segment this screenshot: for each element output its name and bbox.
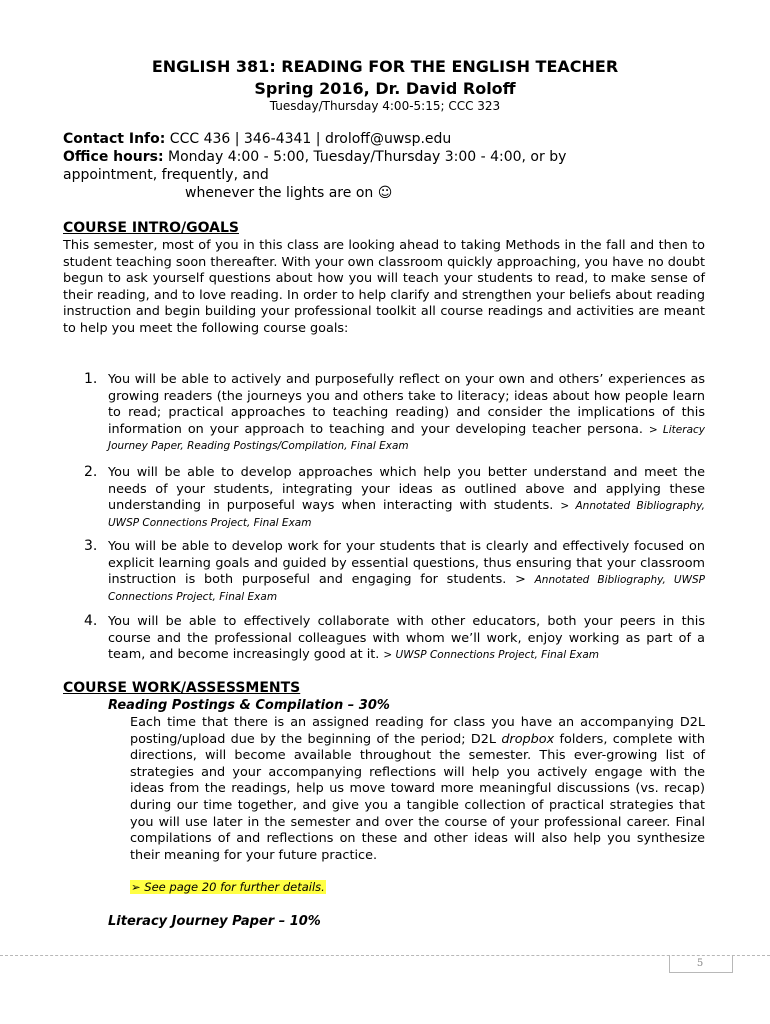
bullet-glyph (86, 699, 90, 713)
intro-paragraph: This semester, most of you in this class are looking ahead to taking Methods in the fall and then to student teaching soon thereafter. With your own classroom quickly approaching, you have no doubt begun to ask yourself questions about how you will teach your students to read, to make sense of their reading, and to love reading. In order to help clarify and strengthen your beliefs about reading instruction and begin building your professional toolkit all course readings and activities are meant to help you meet the following course goals: (63, 238, 705, 336)
office-hours (63, 149, 566, 165)
goal-number: 4. (84, 613, 98, 629)
contact-label: Contact Info: (63, 131, 166, 147)
assignment-title: Literacy Journey Paper – 10% (108, 914, 321, 929)
assignment-description (130, 715, 705, 864)
goal-number: 2. (84, 464, 98, 480)
goal-item (108, 465, 705, 531)
goal-item (108, 372, 705, 455)
goal-text: You will be able to effectively collaborate with other educators, both your peers in this course and the professional colleagues with whom we’ll work, enjoy working as part of a team, and become increasingly good at it. (108, 614, 705, 663)
goal-text: You will be able to develop work for your students that is clearly and effectively focused on explicit learning goals and guided by essential questions, thus ensuring that your classroom instruction is both purposeful and engaging for students. > (108, 539, 705, 588)
goal-number: 1. (84, 371, 98, 387)
office-hours-value: Monday 4:00 - 5:00, Tuesday/Thursday 3:00 - 4:00, or by (163, 149, 567, 165)
contact-value: CCC 436 | 346-4341 | droloff@uwsp.edu (165, 131, 452, 147)
page-number: 5 (696, 958, 704, 969)
office-hours-line2: appointment, frequently, and (63, 167, 269, 183)
course-title: ENGLISH 381: READING FOR THE ENGLISH TEACHER (151, 57, 619, 76)
coursework-heading: COURSE WORK/ASSESSMENTS (63, 680, 301, 696)
assignment-text-emphasis: dropbox (501, 731, 555, 747)
assignment-title: Reading Postings & Compilation – 30% (108, 698, 390, 713)
assignment-text: Each time that there is an assigned reading for class you have an accompanying D2L posting/upload due by the beginning of the period; D2L (130, 715, 705, 747)
goal-assessment-ref: Annotated Bibliography, UWSP Connections Project, Final Exam (108, 574, 705, 603)
bullet-glyph (86, 915, 90, 929)
goal-assessment-ref: > Literacy Journey Paper, Reading Postings/Compilation, Final Exam (108, 423, 705, 453)
course-schedule: Tuesday/Thursday 4:00-5:15; CCC 323 (269, 99, 501, 113)
goal-assessment-ref: > UWSP Connections Project, Final Exam (383, 649, 599, 662)
office-hours-label: Office hours: (63, 149, 164, 165)
footer-divider (0, 955, 770, 956)
goal-number: 3. (84, 538, 98, 554)
office-hours-line3: whenever the lights are on ☺ (185, 185, 393, 201)
course-subtitle: Spring 2016, Dr. David Roloff (254, 79, 516, 98)
assignment-text: folders, complete with directions, will become available throughout the semester. This ever-growing list of strategies and your accompanying reflections will help you actively engage with the ideas from the readings, help us move toward more meaningful discussions (vs. recap) during our time together, and give you a tangible collection of practical strategies that you will use later in the semester and over the course of your professional career. Final compilations of and reflections on these and other ideas will also help you synthesize their meaning for your future practice. (130, 731, 705, 863)
contact-info (63, 131, 451, 147)
goal-text: You will be able to actively and purposefully reflect on your own and others’ experiences as growing readers (the journeys you and others take to literacy; ideas about how people learn to read; practical approaches to teaching reading) and consider the implications of this information on your approach to teaching and your developing teacher persona. (108, 372, 705, 437)
highlighted-note: ➢ See page 20 for further details. (131, 880, 325, 894)
goal-item (108, 539, 705, 605)
goal-text: You will be able to develop approaches which help you better understand and meet the needs of your students, integrating your ideas as outlined above and applying these understanding in purposeful ways when interacting with students. (108, 465, 705, 514)
goal-assessment-ref: > Annotated Bibliography, UWSP Connections Project, Final Exam (108, 500, 706, 529)
goal-item (108, 614, 705, 664)
intro-heading: COURSE INTRO/GOALS (63, 220, 239, 236)
